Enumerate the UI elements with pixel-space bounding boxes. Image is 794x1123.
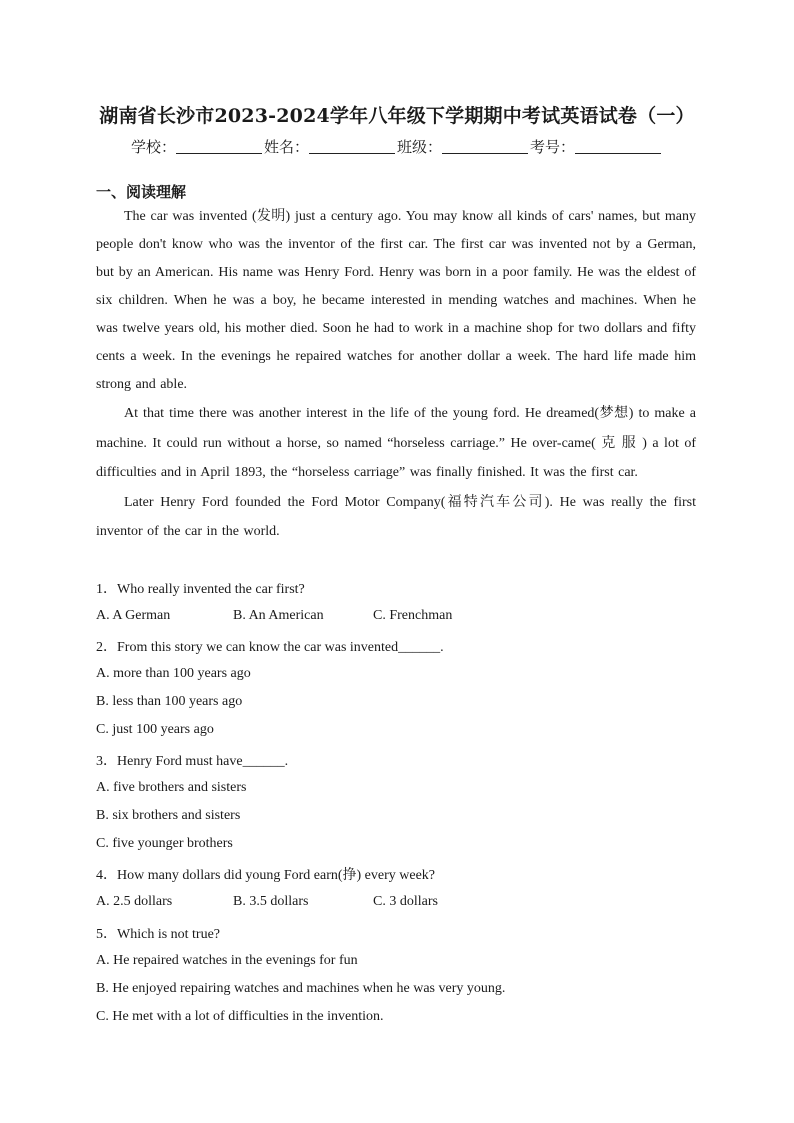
question-stem: 2．From this story we can know the car was invented______.	[96, 640, 444, 655]
name-label: 姓名：	[263, 138, 309, 156]
question-stem: 1．Who really invented the car first?	[96, 582, 305, 597]
student-info-line	[0, 136, 794, 157]
question-option[interactable]: C. Frenchman	[373, 608, 453, 623]
exam-title: 湖南省长沙市2023-2024学年八年级下学期期中考试英语试卷（一）	[99, 105, 695, 127]
question-option[interactable]: A. five brothers and sisters	[96, 780, 247, 795]
question-option[interactable]: B. An American	[233, 608, 324, 623]
class-label: 班级：	[397, 138, 443, 156]
question-option[interactable]: A. A German	[96, 608, 171, 623]
question-option[interactable]: B. less than 100 years ago	[96, 694, 243, 709]
reading-passage	[96, 203, 696, 547]
question-option[interactable]: B. He enjoyed repairing watches and machines when he was very young.	[96, 981, 506, 996]
question-stem: 4．How many dollars did young Ford earn(挣) every week?	[96, 868, 436, 883]
question-stem: 3．Henry Ford must have______.	[96, 754, 289, 769]
question-option[interactable]: C. just 100 years ago	[96, 722, 214, 737]
question-option[interactable]: C. He met with a lot of difficulties in the invention.	[96, 1009, 384, 1024]
question-option[interactable]: C. 3 dollars	[373, 894, 438, 909]
passage-paragraph: Later Henry Ford founded the Ford Motor Company(福特汽车公司). He was really the first inventor of the car in the world.	[96, 494, 696, 540]
number-label: 考号：	[530, 138, 576, 156]
class-blank[interactable]	[442, 139, 528, 154]
question-option[interactable]: A. 2.5 dollars	[96, 894, 173, 909]
number-blank[interactable]	[575, 139, 661, 154]
passage-paragraph: The car was invented (发明) just a century ago. You may know all kinds of cars' names, but many people don't know who was the inventor of the first car. The first car was invented not by a German, but by an American. His name was Henry Ford. Henry was born in a poor family. He was the eldest of six children. When he was a boy, he became interested in mending watches and machines. When he was twelve years old, his mother died. Soon he had to work in a machine shop for two dollars and fifty cents a week. In the evenings he repaired watches for another dollar a week. The hard life made him strong and able.	[96, 209, 696, 392]
question-option[interactable]: A. He repaired watches in the evenings for fun	[96, 953, 358, 968]
passage-paragraph: At that time there was another interest in the life of the young ford. He dreamed(梦想) to make a machine. It could run without a horse, so named “horseless carriage.” He over-came( 克 服 ) a lot of difficulties and in April 1893, the “horseless carriage” was finally finished. It was the first car.	[96, 406, 696, 481]
name-blank[interactable]	[309, 139, 395, 154]
school-label: 学校：	[130, 138, 176, 156]
question-option[interactable]: B. six brothers and sisters	[96, 808, 241, 823]
section-heading: 一、阅读理解	[96, 183, 187, 201]
question-option[interactable]: B. 3.5 dollars	[233, 894, 309, 909]
school-blank[interactable]	[176, 139, 262, 154]
question-option[interactable]: A. more than 100 years ago	[96, 666, 251, 681]
question-stem: 5．Which is not true?	[96, 927, 221, 942]
question-option[interactable]: C. five younger brothers	[96, 836, 233, 851]
